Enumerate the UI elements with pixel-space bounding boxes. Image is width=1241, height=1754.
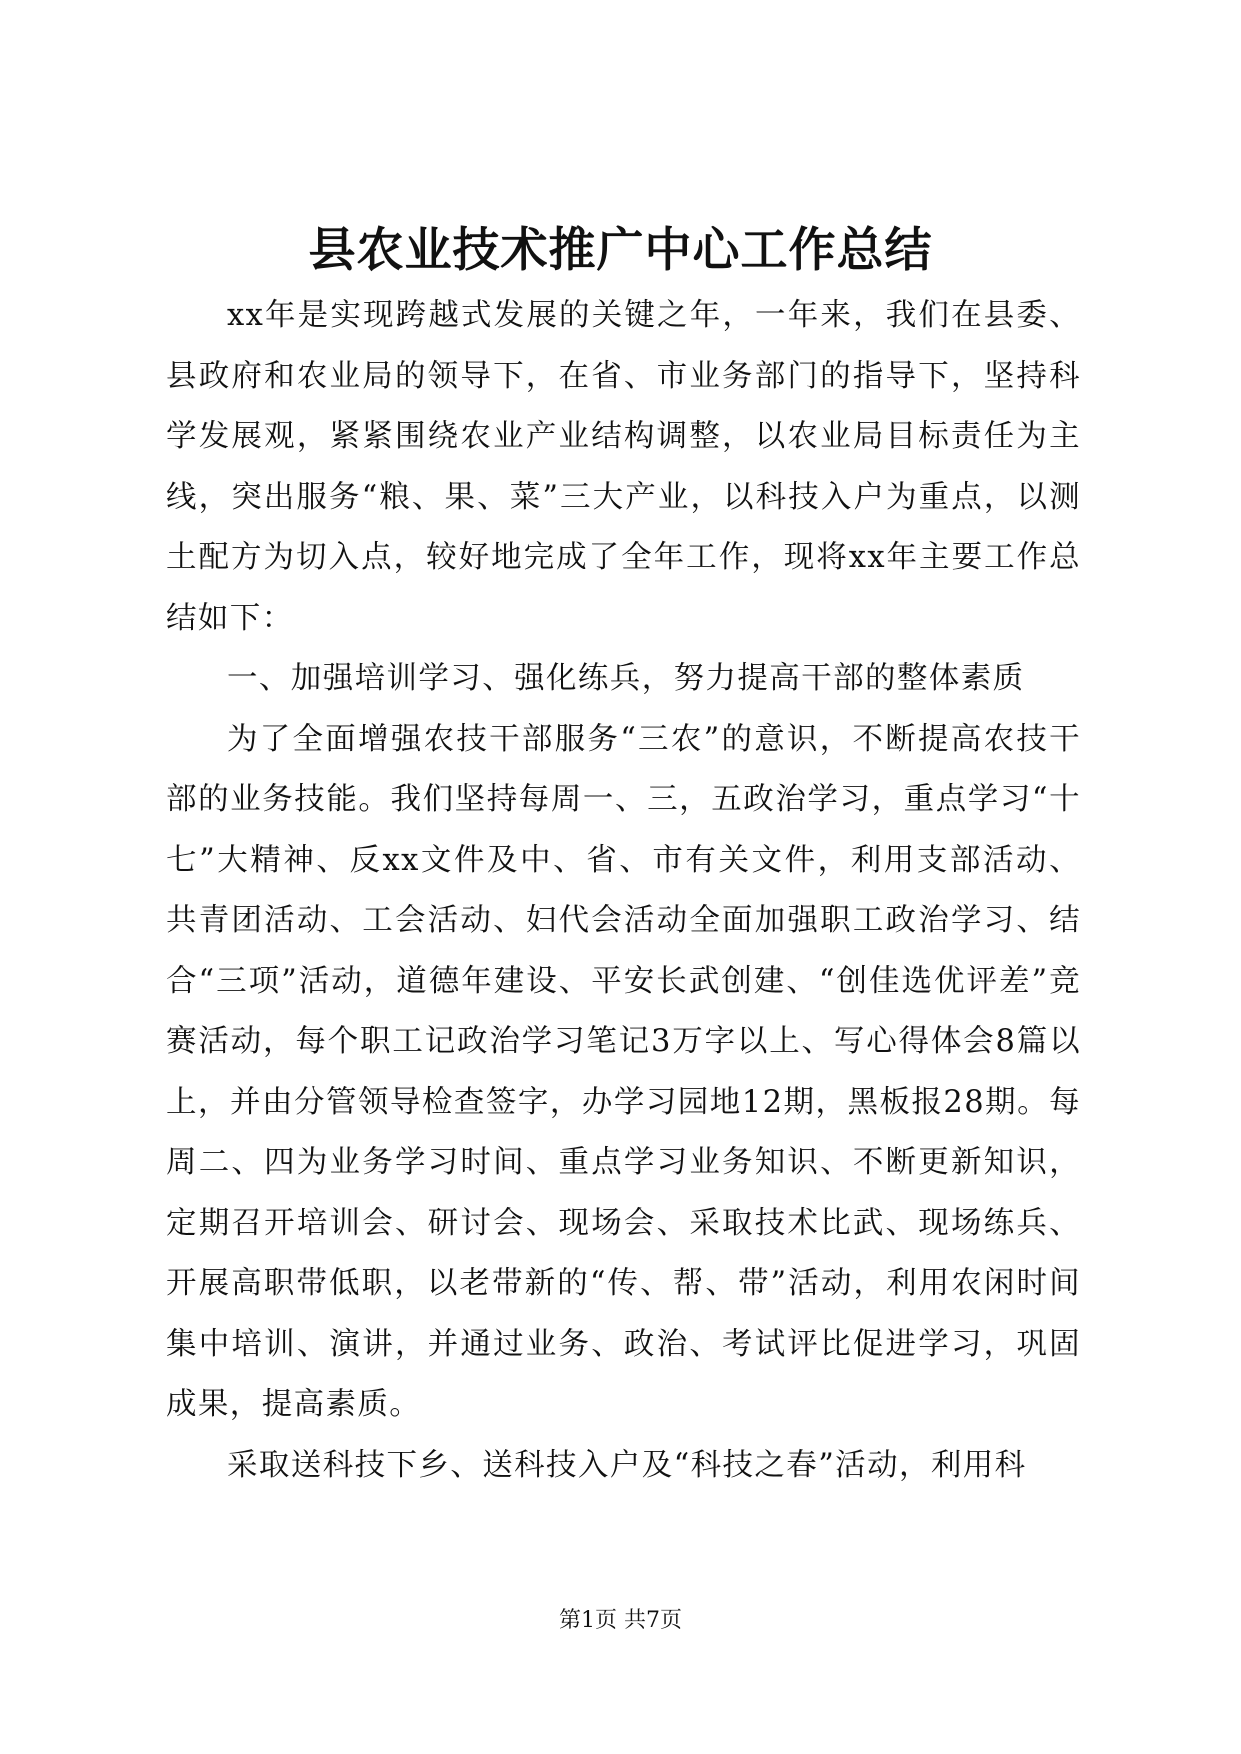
document-title: 县农业技术推广中心工作总结 xyxy=(308,223,933,278)
document-body xyxy=(166,286,1081,1496)
paragraph-training: 为了全面增强农技干部服务“三农”的意识，不断提高农技干部的业务技能。我们坚持每周一、三，五政治学习，重点学习“十七”大精神、反xx文件及中、省、市有关文件，利用支部活动、共青团活动、工会活动、妇代会活动全面加强职工政治学习、结合“三项”活动，道德年建设、平安长武创建、“创佳选优评差”竞赛活动，每个职工记政治学习笔记3万字以上、写心得体会8篇以上，并由分管领导检查签字，办学习园地12期，黑板报28期。每周二、四为业务学习时间、重点学习业务知识、不断更新知识，定期召开培训会、研讨会、现场会、采取技术比武、现场练兵、开展高职带低职，以老带新的“传、帮、带”活动，利用农闲时间集中培训、演讲，并通过业务、政治、考试评比促进学习，巩固成果，提高素质。 xyxy=(166,721,1081,1422)
paragraph-outreach: 采取送科技下乡、送科技入户及“科技之春”活动，利用科 xyxy=(227,1447,1027,1483)
section-heading: 一、加强培训学习、强化练兵，努力提高干部的整体素质 xyxy=(227,661,1025,696)
paragraph-intro: xx年是实现跨越式发展的关键之年，一年来，我们在县委、县政府和农业局的领导下，在省、市业务部门的指导下，坚持科学发展观，紧紧围绕农业产业结构调整，以农业局目标责任为主线，突出服务“粮、果、菜”三大产业，以科技入户为重点，以测土配方为切入点，较好地完成了全年工作，现将xx年主要工作总结如下： xyxy=(166,298,1082,636)
page-footer: 第1页 共7页 xyxy=(559,1608,682,1633)
